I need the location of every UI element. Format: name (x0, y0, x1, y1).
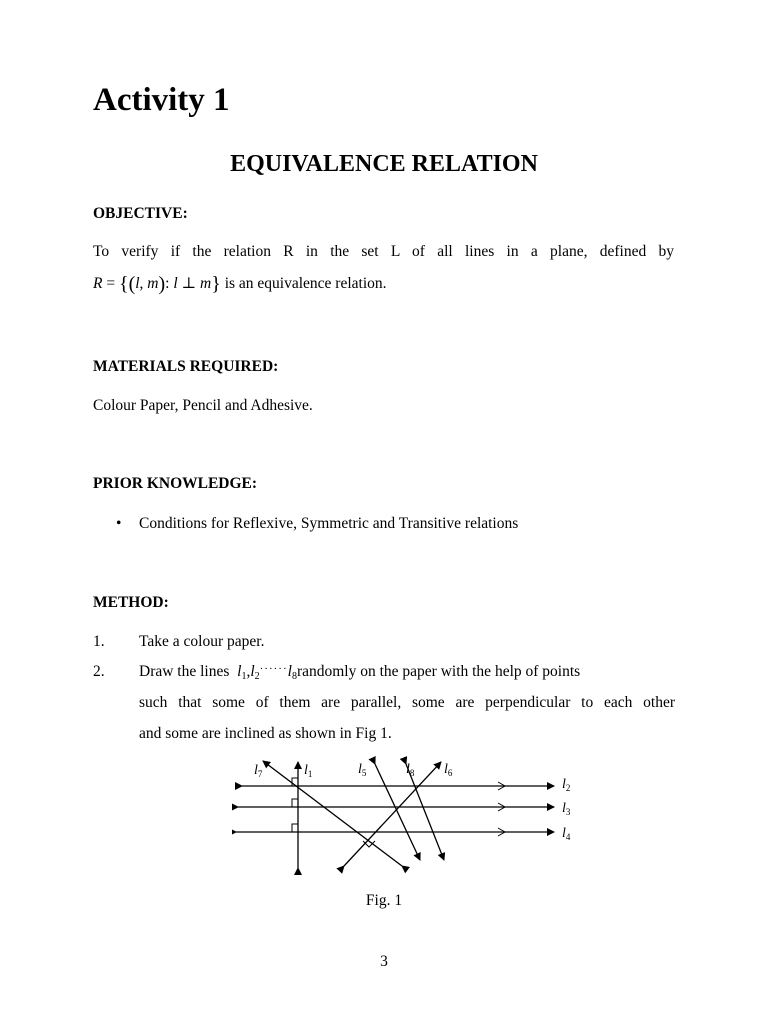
prior-knowledge-heading: PRIOR KNOWLEDGE: (93, 475, 258, 492)
label-l4: $l_4$ (562, 826, 571, 842)
line-l5 (375, 764, 420, 860)
label-l7: $l_7$ (254, 763, 263, 779)
method-heading: METHOD: (93, 594, 169, 611)
bullet-icon: • (116, 515, 122, 532)
label-l5: $l_5$ (358, 762, 367, 778)
step-2-line-1: Draw the lines $l_1,l_2^{\cdot\cdot\cdot\cdot\cdot\cdot}l_8randomly$ on the paper with the help of points (139, 663, 581, 682)
materials-text: Colour Paper, Pencil and Adhesive. (93, 397, 313, 414)
prior-knowledge-item: Conditions for Reflexive, Symmetric and Transitive relations (139, 515, 519, 532)
page-title: EQUIVALENCE RELATION (230, 151, 538, 177)
step-number-1: 1. (93, 633, 105, 650)
step-2-line-2: such that some of them are parallel, some are perpendicular to each other (139, 694, 675, 711)
step-text-1: Take a colour paper. (139, 633, 265, 650)
figure-caption: Fig. 1 (365, 892, 403, 909)
page-number: 3 (380, 953, 388, 970)
objective-line-1: To verify if the relation R in the set L of all lines in a plane, defined by (93, 243, 674, 260)
label-l3: $l_3$ (562, 801, 571, 817)
label-l1: $l_1$ (304, 763, 313, 779)
label-l6: $l_6$ (444, 762, 453, 778)
lines-figure (232, 756, 582, 876)
step-2-line-3: and some are inclined as shown in Fig 1. (139, 725, 392, 742)
step-number-2: 2. (93, 663, 105, 680)
label-l8: $l_8$ (406, 762, 415, 778)
objective-line-2: R = {(l, m): l ⊥ m} is an equivalence relation. (93, 273, 387, 295)
relation-symbol: R (93, 275, 103, 292)
objective-tail: is an equivalence relation. (224, 275, 387, 292)
activity-title: Activity 1 (93, 82, 230, 118)
label-l2: $l_2$ (562, 777, 571, 793)
materials-heading: MATERIALS REQUIRED: (93, 358, 279, 375)
objective-heading: OBJECTIVE: (93, 205, 188, 222)
